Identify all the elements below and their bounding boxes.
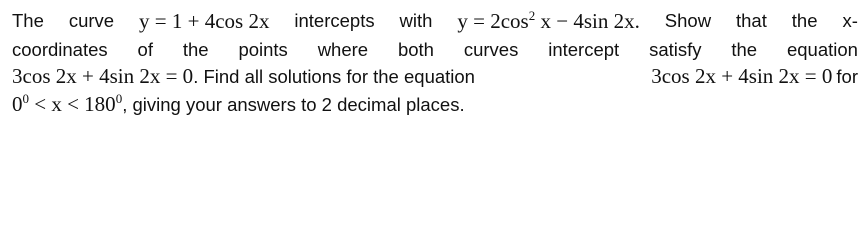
word: where — [317, 39, 369, 60]
word: the — [182, 39, 209, 60]
word: for — [836, 66, 858, 87]
word: The — [12, 10, 44, 31]
range-inequality — [12, 92, 122, 116]
word: points — [238, 39, 288, 60]
question-line-1 — [12, 8, 858, 34]
word: of — [137, 39, 153, 60]
question-line-4 — [12, 91, 465, 117]
word: that — [736, 10, 767, 31]
word: with — [399, 10, 433, 31]
degree-sign: 0 — [115, 91, 123, 106]
question-line-2 — [12, 37, 858, 63]
equation-part: y = 2cos — [457, 9, 529, 33]
word: x- — [842, 10, 858, 31]
word: curves — [463, 39, 519, 60]
exponent: 2 — [528, 8, 536, 23]
equation-curve-1: y = 1 + 4cos 2x — [139, 9, 270, 33]
word: satisfy — [649, 39, 702, 60]
range-part: < x < 180 — [29, 92, 116, 116]
word: coordinates — [12, 39, 108, 60]
word: equation — [786, 39, 858, 60]
word: Show — [664, 10, 712, 31]
word: the — [731, 39, 758, 60]
word: both — [397, 39, 434, 60]
question-line-3 — [12, 63, 858, 89]
line-3-left — [12, 63, 475, 89]
sentence-part: . Find all solutions for the equation — [193, 66, 475, 87]
equation-part: x − 4sin 2x — [535, 9, 635, 33]
line-3-right — [651, 63, 858, 89]
word: intercepts — [294, 10, 375, 31]
equation-3: 3cos 2x + 4sin 2x = 0 — [12, 64, 194, 88]
word: curve — [68, 10, 115, 31]
punctuation: . — [634, 9, 640, 33]
sentence-part: , giving your answers to 2 decimal places. — [122, 94, 465, 115]
word: the — [791, 10, 818, 31]
equation-curve-2 — [457, 8, 639, 34]
degree-sign: 0 — [22, 91, 29, 106]
word: intercept — [548, 39, 620, 60]
equation-4: 3cos 2x + 4sin 2x = 0 — [651, 64, 833, 88]
range-part: 0 — [12, 92, 23, 116]
